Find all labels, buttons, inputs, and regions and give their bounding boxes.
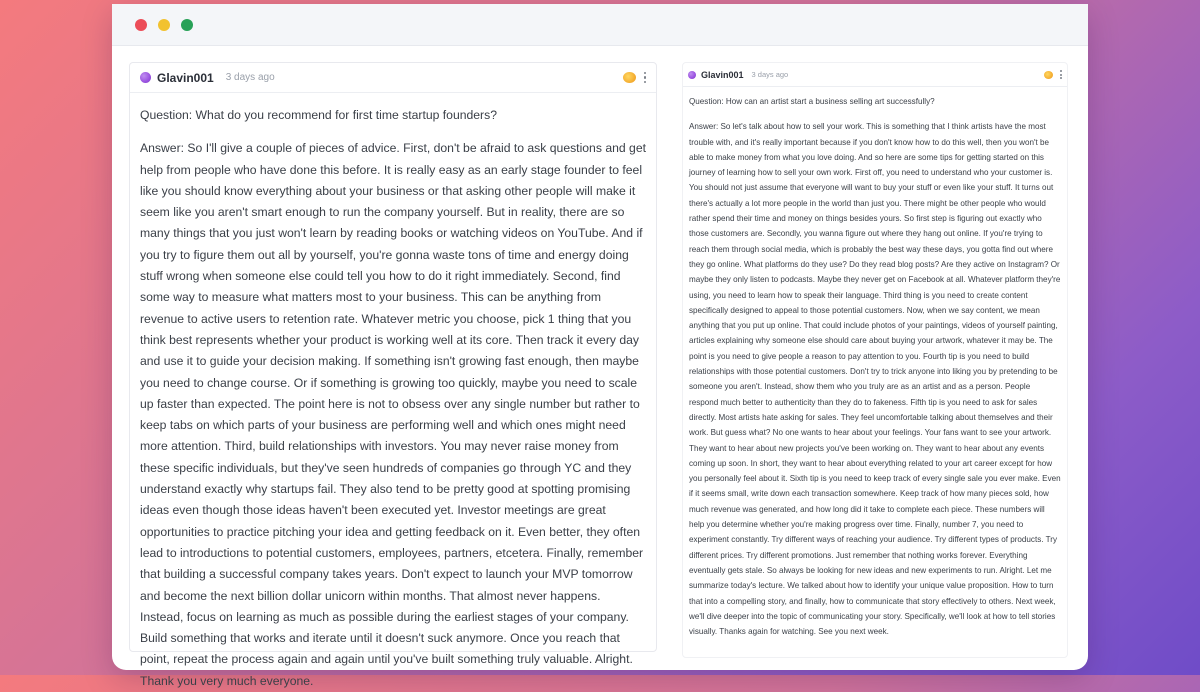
post-actions bbox=[1044, 69, 1062, 80]
post-question: Question: How can an artist start a business selling art successfully? bbox=[689, 97, 935, 106]
post-card bbox=[129, 62, 657, 688]
more-options-icon[interactable] bbox=[1060, 69, 1062, 80]
avatar[interactable] bbox=[688, 71, 696, 79]
window-titlebar bbox=[112, 4, 1088, 46]
close-window-button[interactable] bbox=[135, 19, 147, 31]
app-window bbox=[112, 4, 1088, 688]
username[interactable]: Glavin001 bbox=[701, 69, 744, 80]
avatar[interactable] bbox=[140, 72, 151, 83]
post-question: Question: What do you recommend for first time startup founders? bbox=[140, 108, 497, 122]
post-actions bbox=[623, 71, 646, 84]
post-answer: Answer: So let's talk about how to sell your work. This is something that I think artists have the most trouble with, and it's really important because if you don't know how to do this well, then you won't be able to make money from what you love doing. And so here are some tips for getting started on this journey of learning how to sell your own work. First off, you need to understand who your customer is. You should not just assume that everyone will want to buy your stuff or even like your stuff. It turns out there's actually a lot more people in the world than just you. There might be other people who would rather spend their time and money on things besides yours. So first step is figuring out exactly who those customers are. Secondly, you wanna figure out where they hang out online. If you're trying to reach them through social media, which is probably the best way these days, you gotta find out where they go online. What platforms do they use? Do they read blog posts? Are they active on Instagram? Or maybe they only listen to podcasts. Maybe they never get on Facebook at all. Whatever platform they're using, you need to learn how to speak their language. Third thing is you need to create content specifically designed to appeal to those potential customers. Now, when we say content, we mean anything that you put up online. That could include photos of your paintings, videos of yourself painting, articles explaining why someone else should care about buying your artwork, whatever it may be. The point is you need to give people a reason to pay attention to you. Fourth tip is you need to build relationships with those potential customers. Don't try to trick anyone into liking you by pretending to be someone you aren't. Instead, show them who you truly are as an artist and as a person. People respond much better to authenticity than they do to fakeness. Fifth tip is you need to ask for sales directly. Most artists hate asking for sales. They feel uncomfortable talking about themselves and their work. But guess what? No one wants to hear about your feelings. Your fans want to see your artwork. They want to hear about new projects you've been working on. They want to hear about any events coming up soon. In short, they want to hear about everything related to your art career except for how you personally feel about it. Sixth tip is you need to keep track of every single sale you ever make. Even if it seems small, write down each transaction somewhere. Keep track of how many pieces sold, how much revenue was generated, and how long did it take to complete each piece. These numbers will help you determine whether you're making progress over time. Finally, number 7, you need to experiment constantly. Try different ways of reaching your audience. Try different types of products. Try different prices. Try different promotions. Just remember that nothing works forever. Everything eventually gets stale. So always be looking for new ideas and new experiments to run. Alright. Let me summarize today's lecture. We talked about how to identify your unique value proposition. How to turn that into a compelling story, and finally, how to communicate that story effectively to others. Next week, we'll dive deeper into the topic of communicating your story. Specifically, we'll look at how to tell stories visually. Thanks again for watching. See you next week. bbox=[689, 122, 1061, 637]
post-answer: Answer: So I'll give a couple of pieces of advice. First, don't be afraid to ask questions and get help from people who have done this before. It is really easy as an early stage founder to feel like you should know everything about your business or that asking other people will make it seem like you aren't smart enough to run the company yourself. But in reality, there are so many things that you just won't learn by reading books or watching videos on YouTube. And if you try to figure them out all by yourself, you're gonna waste tons of time and energy doing stuff wrong when someone else could tell you how to do it right immediately. Second, find some way to measure what matters most to your business. This can be anything from revenue to active users to retention rate. Whatever metric you choose, pick 1 thing that you think best represents whether your product is working well at its core. Then track it every day and use it to guide your decision making. If something isn't growing fast enough, then maybe you need to change course. Or if something is growing too quickly, maybe you need to scale up faster than expected. The point here is not to obsess over any single number but rather to keep tabs on which parts of your business are performing well and which ones might need more attention. Third, build relationships with investors. You may never raise money from these specific individuals, but they've seen hundreds of companies go through YC and they understand exactly why startups fail. They also tend to be pretty good at spotting promising ideas even though those ideas haven't been executed yet. Investor meetings are great opportunities to practice pitching your idea and getting feedback on it. Even better, they often lead to introductions to potential customers, employees, partners, etcetera. Finally, remember that building a successful company takes years. Don't expect to launch your MVP tomorrow and become the next billion dollar unicorn within months. That almost never happens. Instead, focus on learning as much as possible during the earliest stages of your company. Build something that works and iterate until it doesn't suck anymore. Once you reach that point, repeat the process again and again until you've built something truly valuable. Alright. Thank you very much everyone. bbox=[140, 141, 646, 688]
timestamp: 3 days ago bbox=[751, 70, 789, 79]
reaction-emoji-icon[interactable] bbox=[1044, 71, 1053, 79]
post-header bbox=[683, 63, 1067, 87]
maximize-window-button[interactable] bbox=[181, 19, 193, 31]
timestamp: 3 days ago bbox=[225, 72, 275, 83]
post-header bbox=[130, 63, 656, 93]
minimize-window-button[interactable] bbox=[158, 19, 170, 31]
post-card bbox=[682, 62, 1068, 658]
reaction-emoji-icon[interactable] bbox=[623, 72, 636, 83]
more-options-icon[interactable] bbox=[644, 71, 646, 84]
post-body bbox=[683, 87, 1067, 639]
post-body bbox=[130, 93, 656, 692]
username[interactable]: Glavin001 bbox=[157, 70, 214, 85]
